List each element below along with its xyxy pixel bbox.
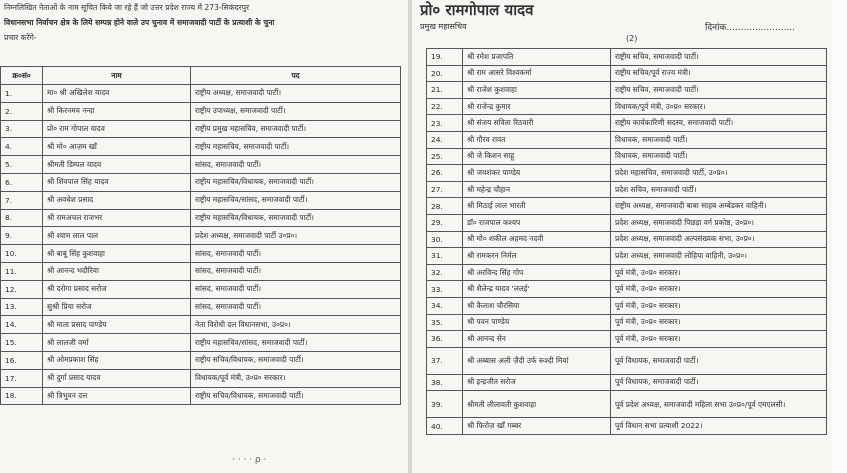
name-cell: श्री श्याम लाल पाल (43, 227, 191, 245)
table-row (427, 418, 827, 435)
post-cell: पूर्व मंत्री, उ०प्र० सरकार। (611, 281, 827, 298)
name-cell: श्री शिवपाल सिंह यादव (43, 173, 191, 191)
post-cell: विधायक/पूर्व मंत्री, उ०प्र० सरकार। (191, 369, 401, 387)
table-row (1, 227, 401, 245)
name-cell: श्री गौरव रावत (463, 131, 611, 148)
post-cell: विधायक, समाजवादी पार्टी। (611, 131, 827, 148)
serial-cell: 14. (1, 316, 43, 334)
name-cell: श्री माता प्रसाद पाण्डेय (43, 316, 191, 334)
serial-cell: 9. (1, 227, 43, 245)
campaigner-table-right (426, 48, 827, 435)
name-cell: श्री रामकरन निर्मल (463, 248, 611, 265)
name-cell: सुश्री प्रिया सरोज (43, 298, 191, 316)
table-row (1, 298, 401, 316)
serial-cell: 8. (1, 209, 43, 227)
table-row (1, 102, 401, 120)
letterhead-title: प्रमुख महासचिव (420, 22, 467, 31)
table-row (427, 198, 827, 215)
name-cell: श्री अवधेश प्रसाद (43, 191, 191, 209)
name-cell: श्री रमेश प्रजापति (463, 49, 611, 66)
name-cell: श्री शैलेन्द्र यादव 'ललई' (463, 281, 611, 298)
post-cell: पूर्व प्रदेश अध्यक्ष, समाजवादी महिला सभा उ०प्र०/पूर्व एमएलसी। (611, 391, 827, 418)
post-cell: पूर्व मंत्री, उ०प्र० सरकार। (611, 314, 827, 331)
post-cell: सांसद, समाजवादी पार्टी। (191, 262, 401, 280)
table-row (427, 347, 827, 374)
name-cell: श्री अब्बास अली ज़ैदी उर्फ रूश्दी मियां (463, 347, 611, 374)
post-cell: नेता विरोधी दल विधानसभा, उ०प्र०। (191, 316, 401, 334)
post-cell: सांसद, समाजवादी पार्टी। (191, 245, 401, 263)
post-cell: पूर्व मंत्री, उ०प्र० सरकार। (611, 264, 827, 281)
table-row (427, 131, 827, 148)
serial-cell: 39. (427, 391, 463, 418)
name-cell: श्री इन्द्रजीत सरोज (463, 374, 611, 391)
table-header-row (1, 67, 401, 85)
table-row (427, 374, 827, 391)
serial-cell: 19. (427, 49, 463, 66)
name-cell: श्री अरविन्द सिंह गोप (463, 264, 611, 281)
serial-cell: 18. (1, 387, 43, 405)
table-row (1, 191, 401, 209)
name-cell: श्री मो० आज़म खाँ (43, 138, 191, 156)
name-cell: श्री राजेन्द्र कुमार (463, 98, 611, 115)
post-cell: प्रदेश सचिव, समाजवादी पार्टी। (611, 181, 827, 198)
serial-cell: 20. (427, 65, 463, 82)
serial-cell: 24. (427, 131, 463, 148)
post-cell: सांसद, समाजवादी पार्टी। (191, 156, 401, 174)
table-row (1, 280, 401, 298)
table-row (427, 65, 827, 82)
serial-cell: 21. (427, 82, 463, 99)
serial-cell: 34. (427, 297, 463, 314)
name-cell: श्रीमती डिम्पल यादव (43, 156, 191, 174)
table-row (1, 245, 401, 263)
serial-cell: 35. (427, 314, 463, 331)
post-cell: राष्ट्रीय अध्यक्ष, समाजवादी पार्टी। (191, 85, 401, 103)
post-cell: पूर्व विधान सभा प्रत्याशी 2022। (611, 418, 827, 435)
name-cell: श्री राजेश कुशवाहा (463, 82, 611, 99)
serial-cell: 5. (1, 156, 43, 174)
table-row (1, 209, 401, 227)
name-cell: श्रीमती लीलावती कुशवाहा (463, 391, 611, 418)
post-cell: प्रदेश अध्यक्ष, समाजवादी लोहिया वाहिनी, उ०प्र०। (611, 248, 827, 265)
post-cell: पूर्व मंत्री, उ०प्र० सरकार। (611, 297, 827, 314)
table-row (427, 82, 827, 99)
table-row (1, 120, 401, 138)
serial-cell: 40. (427, 418, 463, 435)
header-name: नाम (43, 67, 191, 85)
serial-cell: 7. (1, 191, 43, 209)
serial-cell: 16. (1, 351, 43, 369)
name-cell: श्री रामअचल राजभर (43, 209, 191, 227)
table-row (427, 98, 827, 115)
serial-cell: 6. (1, 173, 43, 191)
table-row (427, 248, 827, 265)
table-row (427, 297, 827, 314)
serial-cell: 37. (427, 347, 463, 374)
name-cell: डॉ० राजपाल कश्यप (463, 214, 611, 231)
name-cell: श्री कैलाश चौरसिया (463, 297, 611, 314)
serial-cell: 17. (1, 369, 43, 387)
serial-cell: 25. (427, 148, 463, 165)
post-cell: राष्ट्रीय महासचिव/सांसद, समाजवादी पार्टी। (191, 191, 401, 209)
header-post: पद (191, 67, 401, 85)
name-cell: श्री लालजी वर्मा (43, 334, 191, 352)
serial-cell: 31. (427, 248, 463, 265)
serial-cell: 11. (1, 262, 43, 280)
table-row (427, 214, 827, 231)
table-row (427, 264, 827, 281)
serial-cell: 10. (1, 245, 43, 263)
name-cell: श्री जे किशन साहू (463, 148, 611, 165)
serial-cell: 36. (427, 331, 463, 348)
name-cell: श्री बाबू सिंह कुशवाहा (43, 245, 191, 263)
serial-cell: 12. (1, 280, 43, 298)
serial-cell: 26. (427, 165, 463, 182)
post-cell: राष्ट्रीय सचिव/विधायक, समाजवादी पार्टी। (191, 351, 401, 369)
serial-cell: 33. (427, 281, 463, 298)
table-row (427, 49, 827, 66)
name-cell: श्री दरोगा प्रसाद सरोज (43, 280, 191, 298)
table-row (427, 165, 827, 182)
document-page-right (412, 0, 832, 473)
post-cell: सांसद, समाजवादी पार्टी। (191, 280, 401, 298)
table-row (1, 334, 401, 352)
name-cell: प्रो० राम गोपाल यादव (43, 120, 191, 138)
serial-cell: 3. (1, 120, 43, 138)
table-row (1, 262, 401, 280)
post-cell: विधायक/पूर्व मंत्री, उ०प्र० सरकार। (611, 98, 827, 115)
intro-line-1: निम्नलिखित नेताओं के नाम सूचित किये जा रहे हैं जो उत्तर प्रदेश राज्य में 273-सिकंदरपुर (4, 3, 250, 12)
serial-cell: 1. (1, 85, 43, 103)
serial-cell: 15. (1, 334, 43, 352)
serial-cell: 28. (427, 198, 463, 215)
table-row (1, 351, 401, 369)
post-cell: पूर्व मंत्री, उ०प्र० सरकार। (611, 331, 827, 348)
post-cell: राष्ट्रीय सचिव, समाजवादी पार्टी। (611, 49, 827, 66)
serial-cell: 27. (427, 181, 463, 198)
letterhead-name: प्रो० रामगोपाल यादव (420, 1, 534, 19)
name-cell: श्री मो० शकील अहमद नदवी (463, 231, 611, 248)
table-row (1, 316, 401, 334)
document-page-left (0, 0, 408, 473)
name-cell: श्री त्रिभुवन दत्त (43, 387, 191, 405)
post-cell: राष्ट्रीय सचिव/विधायक, समाजवादी पार्टी। (191, 387, 401, 405)
table-row (1, 156, 401, 174)
post-cell: राष्ट्रीय सचिव/पूर्व राज्य मंत्री। (611, 65, 827, 82)
serial-cell: 29. (427, 214, 463, 231)
table-row (1, 387, 401, 405)
serial-cell: 38. (427, 374, 463, 391)
post-cell: राष्ट्रीय महासचिव, समाजवादी पार्टी। (191, 138, 401, 156)
post-cell: विधायक, समाजवादी पार्टी। (611, 148, 827, 165)
post-cell: राष्ट्रीय सचिव, समाजवादी पार्टी। (611, 82, 827, 99)
name-cell: श्री महेन्द्र चौहान (463, 181, 611, 198)
post-cell: प्रदेश महासचिव, समाजवादी पार्टी, उ०प्र०। (611, 165, 827, 182)
post-cell: प्रदेश अध्यक्ष, समाजवादी पार्टी उ०प्र०। (191, 227, 401, 245)
post-cell: राष्ट्रीय कार्यकारिणी सदस्य, समाजवादी पार्टी। (611, 115, 827, 132)
post-cell: राष्ट्रीय महासचिव/विधायक, समाजवादी पार्टी। (191, 173, 401, 191)
name-cell: श्री आनन्द सेन (463, 331, 611, 348)
post-cell: सांसद, समाजवादी पार्टी। (191, 298, 401, 316)
intro-line-2: विधानसभा निर्वाचन क्षेत्र के लिये सम्पन्न होने वाले उप चुनाव में समाजवादी पार्टी के प्रत्याशी के चुना (4, 18, 275, 27)
intro-text (4, 0, 406, 45)
table-row (427, 231, 827, 248)
table-row (427, 331, 827, 348)
name-cell: श्री दुर्गा प्रसाद यादव (43, 369, 191, 387)
serial-cell: 2. (1, 102, 43, 120)
campaigner-table-left (0, 66, 401, 405)
table-row (1, 369, 401, 387)
name-cell: श्री ओमप्रकाश सिंह (43, 351, 191, 369)
table-row (427, 181, 827, 198)
post-cell: राष्ट्रीय अध्यक्ष, समाजवादी बाबा साहब अम्बेडकर वाहिनी। (611, 198, 827, 215)
serial-cell: 32. (427, 264, 463, 281)
serial-cell: 13. (1, 298, 43, 316)
name-cell: मा० श्री अखिलेश यादव (43, 85, 191, 103)
post-cell: राष्ट्रीय महासचिव/विधायक, समाजवादी पार्टी। (191, 209, 401, 227)
name-cell: श्री आनन्द भदौरिया (43, 262, 191, 280)
name-cell: श्री जयशंकर पाण्डेय (463, 165, 611, 182)
serial-cell: 4. (1, 138, 43, 156)
handwritten-scribble: · · · · ρ · (232, 455, 267, 465)
post-cell: प्रदेश अध्यक्ष, समाजवादी अल्पसंख्यक सभा, उ०प्र०। (611, 231, 827, 248)
post-cell: राष्ट्रीय प्रमुख महासचिव, समाजवादी पार्टी। (191, 120, 401, 138)
post-cell: राष्ट्रीय उपाध्यक्ष, समाजवादी पार्टी। (191, 102, 401, 120)
table-row (1, 138, 401, 156)
date-field: दिनांक........................ (705, 23, 796, 33)
serial-cell: 22. (427, 98, 463, 115)
intro-line-3: प्रचार करेंगे- (4, 33, 37, 42)
name-cell: श्री किरनमय नन्दा (43, 102, 191, 120)
name-cell: श्री राम आसरे विश्वकर्मा (463, 65, 611, 82)
name-cell: श्री संजय सविता रिठवारी (463, 115, 611, 132)
post-cell: पूर्व विधायक, समाजवादी पार्टी। (611, 347, 827, 374)
table-row (427, 115, 827, 132)
table-row (1, 173, 401, 191)
table-row (427, 281, 827, 298)
name-cell: श्री मिठाई लाल भारती (463, 198, 611, 215)
page-number: (2) (626, 34, 638, 43)
post-cell: पूर्व विधायक, समाजवादी पार्टी। (611, 374, 827, 391)
post-cell: प्रदेश अध्यक्ष, समाजवादी पिछड़ा वर्ग प्रकोष्ठ, उ०प्र०। (611, 214, 827, 231)
table-row (1, 85, 401, 103)
name-cell: श्री फिरोज़ खाँ गब्बर (463, 418, 611, 435)
table-row (427, 314, 827, 331)
post-cell: राष्ट्रीय महासचिव/सांसद, समाजवादी पार्टी। (191, 334, 401, 352)
name-cell: श्री पवन पाण्डेय (463, 314, 611, 331)
table-row (427, 148, 827, 165)
header-serial: क्र०सं० (1, 67, 43, 85)
table-row (427, 391, 827, 418)
page-edge (832, 0, 847, 473)
serial-cell: 30. (427, 231, 463, 248)
serial-cell: 23. (427, 115, 463, 132)
